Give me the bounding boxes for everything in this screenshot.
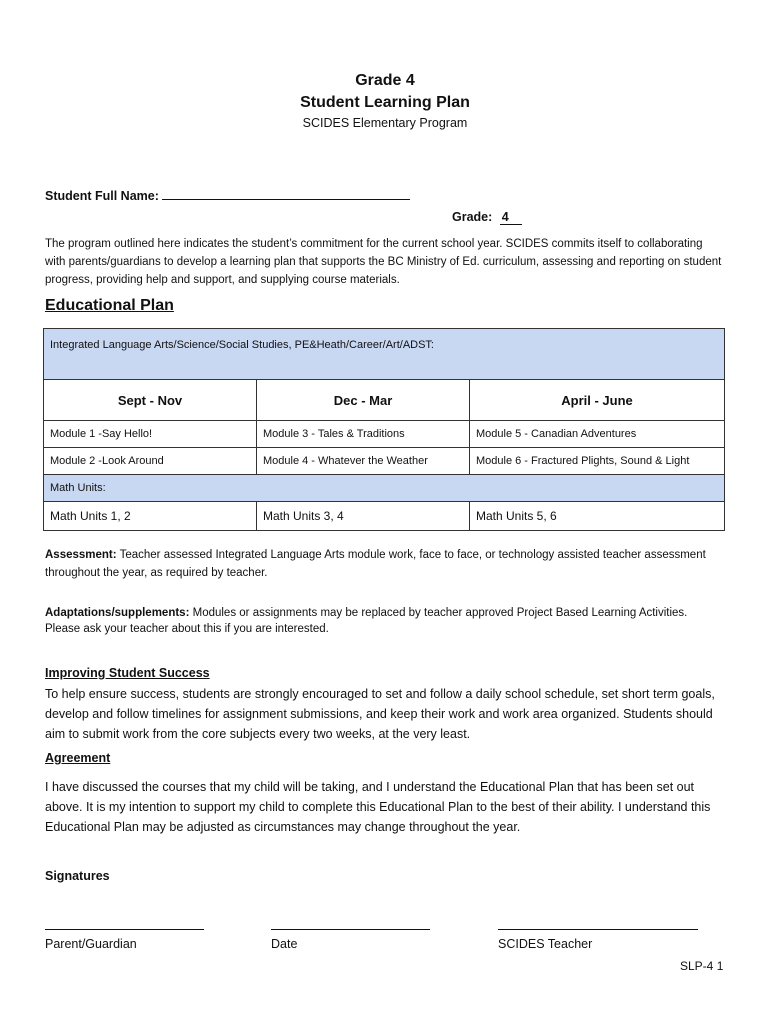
educational-plan-table — [43, 328, 725, 531]
date-signature-line[interactable] — [271, 929, 430, 930]
grade-row — [452, 210, 522, 225]
assessment-paragraph — [45, 546, 725, 582]
table-row — [44, 502, 725, 531]
adaptations-paragraph — [45, 605, 725, 637]
adaptations-label: Adaptations/supplements: — [45, 607, 190, 619]
page-footer — [680, 959, 723, 973]
grade-field[interactable] — [500, 210, 522, 225]
improving-heading: Improving Student Success — [45, 666, 210, 680]
intro-paragraph: The program outlined here indicates the student’s commitment for the current school year. SCIDES commits itself to collaborating with parents/guardians to develop a learning plan that supports the BC Ministry of Ed. curriculum, assessing and reporting on student progress, providing help and support, and supplying course materials. — [45, 238, 722, 286]
module-cell: Module 6 - Fractured Plights, Sound & Light — [470, 448, 725, 475]
plan-title: Student Learning Plan — [300, 94, 470, 111]
educational-plan-heading: Educational Plan — [45, 297, 174, 314]
math-unit-cell: Math Units 1, 2 — [44, 502, 257, 531]
page-code: SLP-4 — [680, 959, 714, 973]
column-header-dec-mar: Dec - Mar — [257, 380, 470, 421]
module-cell: Module 1 -Say Hello! — [44, 421, 257, 448]
grade-value: 4 — [501, 210, 509, 224]
module-cell: Module 2 -Look Around — [44, 448, 257, 475]
date-label: Date — [271, 937, 298, 951]
math-unit-cell: Math Units 5, 6 — [470, 502, 725, 531]
grade-title: Grade 4 — [355, 72, 415, 89]
student-name-row — [45, 185, 410, 203]
program-name: SCIDES Elementary Program — [302, 116, 468, 130]
math-units-label: Math Units: — [44, 475, 725, 502]
teacher-signature-line[interactable] — [498, 929, 698, 930]
module-cell: Module 4 - Whatever the Weather — [257, 448, 470, 475]
parent-guardian-label: Parent/Guardian — [45, 937, 137, 951]
adaptations-text: Modules or assignments may be replaced by teacher approved Project Based Learning Activities. Please ask your teacher about this if you are interested. — [45, 607, 688, 635]
scides-teacher-label: SCIDES Teacher — [498, 937, 593, 951]
parent-signature-line[interactable] — [45, 929, 204, 930]
math-unit-cell: Math Units 3, 4 — [257, 502, 470, 531]
signatures-heading: Signatures — [45, 869, 110, 883]
table-row — [44, 421, 725, 448]
module-cell: Module 5 - Canadian Adventures — [470, 421, 725, 448]
assessment-label: Assessment: — [45, 549, 117, 561]
student-name-field[interactable] — [162, 185, 410, 200]
assessment-text: Teacher assessed Integrated Language Arts module work, face to face, or technology assisted teacher assessment throughout the year, as required by teacher. — [45, 549, 706, 579]
table-row — [44, 448, 725, 475]
module-cell: Module 3 - Tales & Traditions — [257, 421, 470, 448]
student-name-label: Student Full Name: — [45, 189, 159, 203]
agreement-text: I have discussed the courses that my child will be taking, and I understand the Educational Plan that has been set out above. It is my intention to support my child to complete this Educational Plan to the best of their ability. I understand this Educational Plan may be adjusted as circumstances may change throughout the year. — [45, 780, 711, 834]
subjects-row: Integrated Language Arts/Science/Social Studies, PE&Heath/Career/Art/ADST: — [44, 329, 725, 380]
column-header-april-june: April - June — [470, 380, 725, 421]
grade-label: Grade: — [452, 210, 493, 224]
page-number: 1 — [716, 959, 724, 973]
agreement-heading: Agreement — [45, 751, 111, 765]
improving-text: To help ensure success, students are strongly encouraged to set and follow a daily school schedule, set short term goals, develop and follow timelines for assignment submissions, and keep their work and work area organized. Students should aim to submit work from the core subjects every two weeks, at the very least. — [45, 687, 715, 741]
column-header-sept-nov: Sept - Nov — [44, 380, 257, 421]
